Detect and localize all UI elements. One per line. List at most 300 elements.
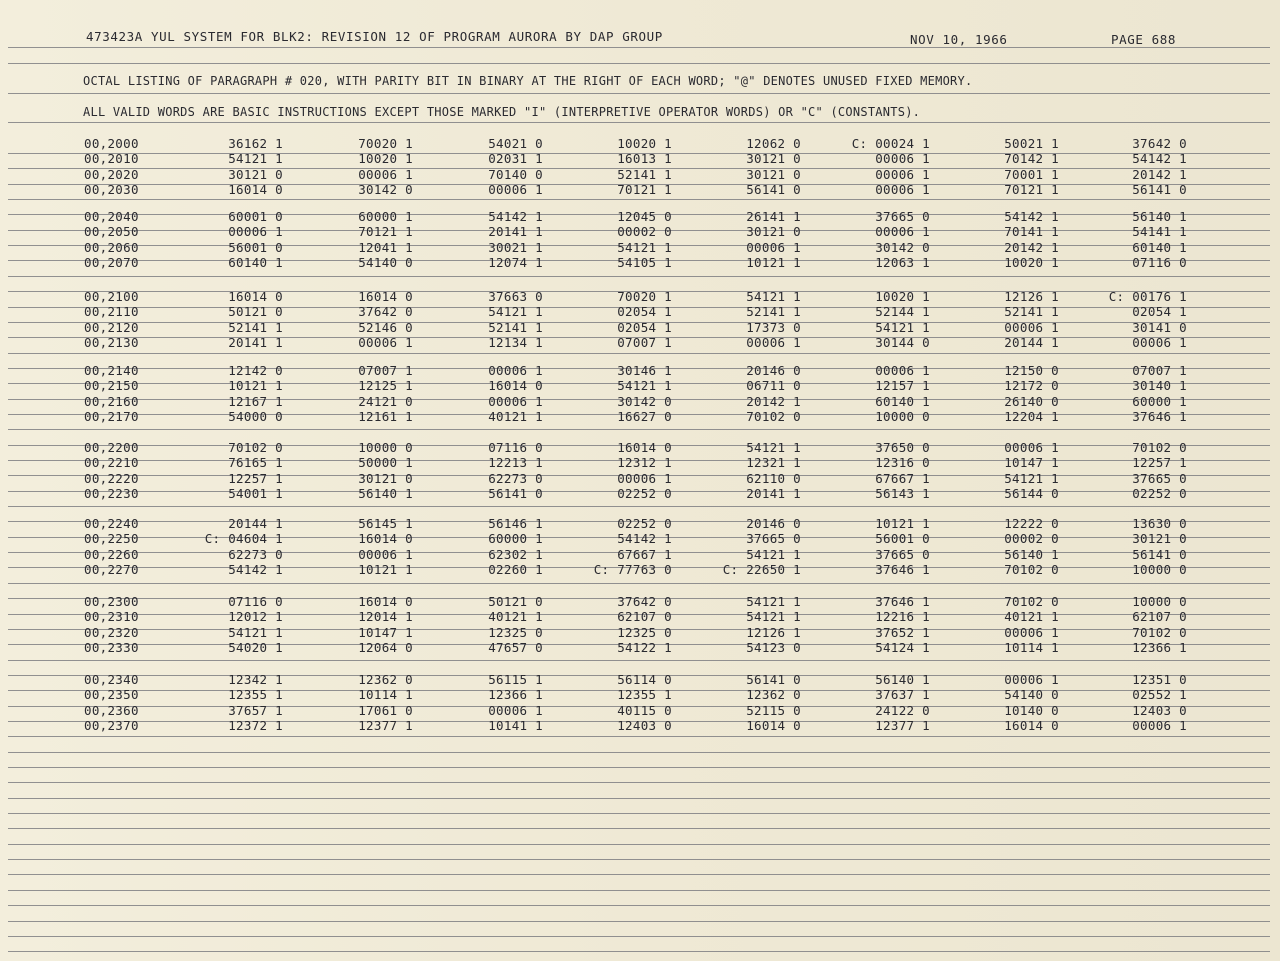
octal-word: 12126 1 bbox=[746, 625, 801, 640]
octal-word: 02252 0 bbox=[617, 516, 672, 531]
octal-word: 70020 1 bbox=[617, 289, 672, 304]
octal-word: 37665 0 bbox=[875, 547, 930, 562]
octal-word: 40121 1 bbox=[488, 409, 543, 424]
ruled-line bbox=[8, 767, 1270, 768]
row-address: 00,2340 bbox=[84, 672, 139, 687]
row-address: 00,2160 bbox=[84, 394, 139, 409]
octal-word: 12342 1 bbox=[228, 672, 283, 687]
octal-word: 07116 0 bbox=[488, 440, 543, 455]
octal-word: 12142 0 bbox=[228, 363, 283, 378]
header-page-number: PAGE 688 bbox=[1111, 32, 1177, 47]
octal-word: 07007 1 bbox=[617, 335, 672, 350]
row-address: 00,2240 bbox=[84, 516, 139, 531]
octal-word: 62302 1 bbox=[488, 547, 543, 562]
octal-word: 17373 0 bbox=[746, 320, 801, 335]
octal-word: 10000 0 bbox=[1132, 562, 1187, 577]
octal-word: 02054 1 bbox=[617, 304, 672, 319]
octal-word: 70102 0 bbox=[1132, 625, 1187, 640]
octal-word: 54020 1 bbox=[228, 640, 283, 655]
octal-word: 54000 0 bbox=[228, 409, 283, 424]
octal-word: 00006 1 bbox=[1004, 672, 1059, 687]
row-address: 00,2150 bbox=[84, 378, 139, 393]
octal-word: 40115 0 bbox=[617, 703, 672, 718]
octal-word: 37665 0 bbox=[746, 531, 801, 546]
octal-word: 02260 1 bbox=[488, 562, 543, 577]
octal-word: 30121 0 bbox=[746, 167, 801, 182]
octal-word: 37642 0 bbox=[1132, 136, 1187, 151]
octal-word: 17061 0 bbox=[358, 703, 413, 718]
ruled-line bbox=[8, 752, 1270, 753]
octal-word: 16014 0 bbox=[228, 289, 283, 304]
octal-word: 37637 1 bbox=[875, 687, 930, 702]
ruled-line bbox=[8, 921, 1270, 922]
octal-word: 00006 1 bbox=[875, 224, 930, 239]
ruled-line bbox=[8, 47, 1270, 48]
octal-word: 20142 1 bbox=[746, 394, 801, 409]
octal-word: 30142 0 bbox=[875, 240, 930, 255]
row-address: 00,2220 bbox=[84, 471, 139, 486]
octal-word: 00006 1 bbox=[1004, 625, 1059, 640]
octal-word: 12325 0 bbox=[617, 625, 672, 640]
octal-word: 56141 0 bbox=[746, 672, 801, 687]
octal-word: 12372 1 bbox=[228, 718, 283, 733]
octal-word: 12403 0 bbox=[1132, 703, 1187, 718]
octal-word: 20146 0 bbox=[746, 363, 801, 378]
row-address: 00,2020 bbox=[84, 167, 139, 182]
octal-word: 54121 1 bbox=[746, 594, 801, 609]
octal-word: C: 22650 1 bbox=[722, 562, 801, 577]
octal-word: 62107 0 bbox=[617, 609, 672, 624]
row-address: 00,2300 bbox=[84, 594, 139, 609]
octal-word: 16014 0 bbox=[358, 594, 413, 609]
octal-word: 36162 1 bbox=[228, 136, 283, 151]
octal-word: 12213 1 bbox=[488, 455, 543, 470]
octal-word: 54121 1 bbox=[228, 151, 283, 166]
octal-word: 70020 1 bbox=[358, 136, 413, 151]
octal-word: 56115 1 bbox=[488, 672, 543, 687]
note-octal-listing: OCTAL LISTING OF PARAGRAPH # 020, WITH PARITY BIT IN BINARY AT THE RIGHT OF EACH WORD; "@" DENOTES UNUSED FIXED MEMORY. bbox=[83, 74, 973, 88]
row-address: 00,2360 bbox=[84, 703, 139, 718]
octal-word: 70141 1 bbox=[1004, 224, 1059, 239]
octal-word: 12222 0 bbox=[1004, 516, 1059, 531]
octal-word: 54001 1 bbox=[228, 486, 283, 501]
header-job-title: 473423A YUL SYSTEM FOR BLK2: REVISION 12 OF PROGRAM AURORA BY DAP GROUP bbox=[86, 29, 663, 44]
octal-word: 56143 1 bbox=[875, 486, 930, 501]
ruled-line bbox=[8, 736, 1270, 737]
octal-word: C: 04604 1 bbox=[204, 531, 283, 546]
octal-word: 56141 0 bbox=[1132, 182, 1187, 197]
octal-word: 10000 0 bbox=[875, 409, 930, 424]
octal-word: 52141 1 bbox=[617, 167, 672, 182]
octal-word: 00006 1 bbox=[1132, 718, 1187, 733]
octal-word: 54123 0 bbox=[746, 640, 801, 655]
octal-word: 37665 0 bbox=[1132, 471, 1187, 486]
octal-word: 54121 1 bbox=[746, 289, 801, 304]
ruled-line bbox=[8, 874, 1270, 875]
octal-word: 00002 0 bbox=[617, 224, 672, 239]
octal-word: 13630 0 bbox=[1132, 516, 1187, 531]
octal-word: 37657 1 bbox=[228, 703, 283, 718]
octal-word: 50121 0 bbox=[228, 304, 283, 319]
octal-word: 37652 1 bbox=[875, 625, 930, 640]
octal-word: 60140 1 bbox=[1132, 240, 1187, 255]
row-address: 00,2350 bbox=[84, 687, 139, 702]
octal-word: 24122 0 bbox=[875, 703, 930, 718]
ruled-line bbox=[8, 936, 1270, 937]
octal-word: 30141 0 bbox=[1132, 320, 1187, 335]
ruled-line bbox=[8, 844, 1270, 845]
octal-word: 06711 0 bbox=[746, 378, 801, 393]
row-address: 00,2050 bbox=[84, 224, 139, 239]
octal-word: 37663 0 bbox=[488, 289, 543, 304]
octal-word: 30140 1 bbox=[1132, 378, 1187, 393]
octal-word: 10121 1 bbox=[228, 378, 283, 393]
octal-word: 52144 1 bbox=[875, 304, 930, 319]
octal-word: 37646 1 bbox=[875, 562, 930, 577]
octal-word: 16014 0 bbox=[358, 289, 413, 304]
octal-word: 50121 0 bbox=[488, 594, 543, 609]
octal-word: 00006 1 bbox=[358, 335, 413, 350]
octal-word: 62110 0 bbox=[746, 471, 801, 486]
octal-word: 37646 1 bbox=[1132, 409, 1187, 424]
octal-word: 54142 1 bbox=[1132, 151, 1187, 166]
note-valid-words: ALL VALID WORDS ARE BASIC INSTRUCTIONS EXCEPT THOSE MARKED "I" (INTERPRETIVE OPERATOR WORDS) OR "C" (CONSTANTS). bbox=[83, 105, 921, 119]
octal-word: 56140 1 bbox=[358, 486, 413, 501]
ruled-line bbox=[8, 813, 1270, 814]
header-date: NOV 10, 1966 bbox=[910, 32, 1008, 47]
ruled-line bbox=[8, 429, 1270, 430]
ruled-line bbox=[8, 782, 1270, 783]
octal-word: 30142 0 bbox=[617, 394, 672, 409]
octal-word: 37642 0 bbox=[617, 594, 672, 609]
octal-word: 12362 0 bbox=[358, 672, 413, 687]
ruled-line bbox=[8, 199, 1270, 200]
octal-word: 24121 0 bbox=[358, 394, 413, 409]
octal-word: 00006 1 bbox=[1004, 320, 1059, 335]
octal-word: 37650 0 bbox=[875, 440, 930, 455]
octal-word: 60140 1 bbox=[875, 394, 930, 409]
octal-word: 02054 1 bbox=[1132, 304, 1187, 319]
octal-word: 60000 1 bbox=[1132, 394, 1187, 409]
octal-word: 30121 0 bbox=[228, 167, 283, 182]
row-address: 00,2010 bbox=[84, 151, 139, 166]
octal-word: 52115 0 bbox=[746, 703, 801, 718]
octal-word: 07007 1 bbox=[358, 363, 413, 378]
octal-word: 54142 1 bbox=[617, 531, 672, 546]
octal-word: 20146 0 bbox=[746, 516, 801, 531]
octal-word: C: 77763 0 bbox=[593, 562, 672, 577]
octal-word: 12403 0 bbox=[617, 718, 672, 733]
octal-word: 56114 0 bbox=[617, 672, 672, 687]
octal-word: 12362 0 bbox=[746, 687, 801, 702]
octal-word: 00006 1 bbox=[746, 335, 801, 350]
octal-word: 16013 1 bbox=[617, 151, 672, 166]
ruled-line bbox=[8, 63, 1270, 64]
octal-word: 10020 1 bbox=[617, 136, 672, 151]
octal-word: 12355 1 bbox=[617, 687, 672, 702]
octal-word: 12204 1 bbox=[1004, 409, 1059, 424]
octal-word: 56140 1 bbox=[1132, 209, 1187, 224]
octal-word: 54141 1 bbox=[1132, 224, 1187, 239]
octal-word: 54121 1 bbox=[1004, 471, 1059, 486]
octal-word: 26141 1 bbox=[746, 209, 801, 224]
octal-word: 37665 0 bbox=[875, 209, 930, 224]
octal-word: 54121 1 bbox=[875, 320, 930, 335]
octal-word: 26140 0 bbox=[1004, 394, 1059, 409]
octal-word: 12312 1 bbox=[617, 455, 672, 470]
octal-word: 62107 0 bbox=[1132, 609, 1187, 624]
octal-word: 10020 1 bbox=[875, 289, 930, 304]
octal-word: 12012 1 bbox=[228, 609, 283, 624]
octal-word: 56145 1 bbox=[358, 516, 413, 531]
octal-word: 10140 0 bbox=[1004, 703, 1059, 718]
octal-word: 12064 0 bbox=[358, 640, 413, 655]
octal-word: 67667 1 bbox=[617, 547, 672, 562]
octal-word: 56141 0 bbox=[1132, 547, 1187, 562]
octal-word: 16014 0 bbox=[746, 718, 801, 733]
octal-word: 56140 1 bbox=[875, 672, 930, 687]
octal-word: 10000 0 bbox=[358, 440, 413, 455]
octal-word: 00006 1 bbox=[1004, 440, 1059, 455]
octal-word: 70102 0 bbox=[1004, 594, 1059, 609]
row-address: 00,2230 bbox=[84, 486, 139, 501]
octal-word: 37646 1 bbox=[875, 594, 930, 609]
ruled-line bbox=[8, 93, 1270, 94]
octal-word: 12325 0 bbox=[488, 625, 543, 640]
octal-word: 67667 1 bbox=[875, 471, 930, 486]
row-address: 00,2270 bbox=[84, 562, 139, 577]
octal-word: 07007 1 bbox=[1132, 363, 1187, 378]
row-address: 00,2170 bbox=[84, 409, 139, 424]
octal-word: 10147 1 bbox=[358, 625, 413, 640]
row-address: 00,2250 bbox=[84, 531, 139, 546]
octal-word: 54142 1 bbox=[228, 562, 283, 577]
octal-word: 30121 0 bbox=[746, 224, 801, 239]
ruled-line bbox=[8, 353, 1270, 354]
octal-word: 16627 0 bbox=[617, 409, 672, 424]
ruled-line bbox=[8, 905, 1270, 906]
octal-word: 20141 1 bbox=[228, 335, 283, 350]
octal-word: 16014 0 bbox=[488, 378, 543, 393]
row-address: 00,2370 bbox=[84, 718, 139, 733]
octal-word: 70102 0 bbox=[746, 409, 801, 424]
octal-word: 20144 1 bbox=[1004, 335, 1059, 350]
octal-word: 70001 1 bbox=[1004, 167, 1059, 182]
octal-word: 12063 1 bbox=[875, 255, 930, 270]
octal-word: 16014 0 bbox=[1004, 718, 1059, 733]
octal-word: 12366 1 bbox=[1132, 640, 1187, 655]
octal-word: 12161 1 bbox=[358, 409, 413, 424]
octal-word: 70140 0 bbox=[488, 167, 543, 182]
octal-word: 10114 1 bbox=[1004, 640, 1059, 655]
octal-word: 10121 1 bbox=[358, 562, 413, 577]
octal-word: 56146 1 bbox=[488, 516, 543, 531]
octal-word: 70121 1 bbox=[358, 224, 413, 239]
octal-word: 56140 1 bbox=[1004, 547, 1059, 562]
octal-word: 00006 1 bbox=[875, 151, 930, 166]
ruled-line bbox=[8, 122, 1270, 123]
octal-word: 10114 1 bbox=[358, 687, 413, 702]
octal-word: 30144 0 bbox=[875, 335, 930, 350]
octal-word: 12321 1 bbox=[746, 455, 801, 470]
octal-word: 10000 0 bbox=[1132, 594, 1187, 609]
octal-word: 12355 1 bbox=[228, 687, 283, 702]
octal-word: 60140 1 bbox=[228, 255, 283, 270]
octal-word: 70102 0 bbox=[1132, 440, 1187, 455]
octal-word: 30121 0 bbox=[1132, 531, 1187, 546]
octal-word: 02054 1 bbox=[617, 320, 672, 335]
octal-word: 07116 0 bbox=[228, 594, 283, 609]
octal-word: 00006 1 bbox=[488, 394, 543, 409]
octal-word: 00002 0 bbox=[1004, 531, 1059, 546]
row-address: 00,2120 bbox=[84, 320, 139, 335]
octal-word: 54121 1 bbox=[228, 625, 283, 640]
row-address: 00,2310 bbox=[84, 609, 139, 624]
octal-word: 00006 1 bbox=[358, 547, 413, 562]
octal-word: 12150 0 bbox=[1004, 363, 1059, 378]
row-address: 00,2070 bbox=[84, 255, 139, 270]
octal-word: 30121 0 bbox=[746, 151, 801, 166]
octal-word: 52141 1 bbox=[1004, 304, 1059, 319]
octal-word: 47657 0 bbox=[488, 640, 543, 655]
row-address: 00,2000 bbox=[84, 136, 139, 151]
octal-word: 10020 1 bbox=[1004, 255, 1059, 270]
octal-word: 70102 0 bbox=[228, 440, 283, 455]
octal-word: 16014 0 bbox=[358, 531, 413, 546]
octal-word: 54105 1 bbox=[617, 255, 672, 270]
octal-word: 54021 0 bbox=[488, 136, 543, 151]
octal-word: 02552 1 bbox=[1132, 687, 1187, 702]
ruled-line bbox=[8, 859, 1270, 860]
octal-word: 54121 1 bbox=[617, 378, 672, 393]
octal-word: C: 00176 1 bbox=[1108, 289, 1187, 304]
row-address: 00,2200 bbox=[84, 440, 139, 455]
octal-word: 70102 0 bbox=[1004, 562, 1059, 577]
row-address: 00,2100 bbox=[84, 289, 139, 304]
octal-word: 00006 1 bbox=[746, 240, 801, 255]
octal-word: 10121 1 bbox=[875, 516, 930, 531]
row-address: 00,2330 bbox=[84, 640, 139, 655]
ruled-line bbox=[8, 828, 1270, 829]
octal-word: 12377 1 bbox=[358, 718, 413, 733]
octal-word: 12377 1 bbox=[875, 718, 930, 733]
octal-word: 54140 0 bbox=[358, 255, 413, 270]
octal-word: 00006 1 bbox=[875, 182, 930, 197]
octal-word: 54140 0 bbox=[1004, 687, 1059, 702]
octal-word: 30146 1 bbox=[617, 363, 672, 378]
octal-word: 60000 1 bbox=[358, 209, 413, 224]
octal-word: 00006 1 bbox=[488, 703, 543, 718]
row-address: 00,2320 bbox=[84, 625, 139, 640]
octal-word: 54121 1 bbox=[746, 609, 801, 624]
octal-word: 70121 1 bbox=[617, 182, 672, 197]
octal-word: 20142 1 bbox=[1004, 240, 1059, 255]
octal-word: 00006 1 bbox=[1132, 335, 1187, 350]
octal-word: 16014 0 bbox=[617, 440, 672, 455]
octal-word: 54121 1 bbox=[746, 440, 801, 455]
octal-word: 02252 0 bbox=[1132, 486, 1187, 501]
octal-word: 70142 1 bbox=[1004, 151, 1059, 166]
octal-word: 76165 1 bbox=[228, 455, 283, 470]
octal-word: 00006 1 bbox=[228, 224, 283, 239]
row-address: 00,2030 bbox=[84, 182, 139, 197]
octal-word: 54124 1 bbox=[875, 640, 930, 655]
row-address: 00,2260 bbox=[84, 547, 139, 562]
octal-word: 56141 0 bbox=[746, 182, 801, 197]
octal-word: 54142 1 bbox=[1004, 209, 1059, 224]
ruled-line bbox=[8, 798, 1270, 799]
octal-word: 10020 1 bbox=[358, 151, 413, 166]
ruled-line bbox=[8, 276, 1270, 277]
octal-word: 00006 1 bbox=[358, 167, 413, 182]
octal-word: 30142 0 bbox=[358, 182, 413, 197]
octal-word: 12172 0 bbox=[1004, 378, 1059, 393]
octal-word: 50000 1 bbox=[358, 455, 413, 470]
octal-word: 10147 1 bbox=[1004, 455, 1059, 470]
octal-word: 00006 1 bbox=[875, 167, 930, 182]
ruled-line bbox=[8, 506, 1270, 507]
octal-word: 37642 0 bbox=[358, 304, 413, 319]
octal-word: 12157 1 bbox=[875, 378, 930, 393]
octal-word: 30021 1 bbox=[488, 240, 543, 255]
octal-word: 02252 0 bbox=[617, 486, 672, 501]
octal-word: 40121 1 bbox=[1004, 609, 1059, 624]
ruled-line bbox=[8, 890, 1270, 891]
octal-word: 56001 0 bbox=[228, 240, 283, 255]
octal-word: 20141 1 bbox=[488, 224, 543, 239]
octal-word: 12014 1 bbox=[358, 609, 413, 624]
octal-word: 12125 1 bbox=[358, 378, 413, 393]
octal-word: 52141 1 bbox=[746, 304, 801, 319]
octal-word: 00006 1 bbox=[875, 363, 930, 378]
octal-word: C: 00024 1 bbox=[851, 136, 930, 151]
octal-word: 70121 1 bbox=[1004, 182, 1059, 197]
octal-word: 54121 1 bbox=[746, 547, 801, 562]
octal-word: 12316 0 bbox=[875, 455, 930, 470]
octal-word: 20144 1 bbox=[228, 516, 283, 531]
row-address: 00,2210 bbox=[84, 455, 139, 470]
ruled-line bbox=[8, 660, 1270, 661]
octal-word: 50021 1 bbox=[1004, 136, 1059, 151]
octal-word: 40121 1 bbox=[488, 609, 543, 624]
octal-word: 00006 1 bbox=[488, 363, 543, 378]
octal-word: 60000 1 bbox=[488, 531, 543, 546]
octal-word: 20142 1 bbox=[1132, 167, 1187, 182]
octal-word: 12257 1 bbox=[228, 471, 283, 486]
octal-word: 62273 0 bbox=[228, 547, 283, 562]
octal-word: 12126 1 bbox=[1004, 289, 1059, 304]
octal-word: 12351 0 bbox=[1132, 672, 1187, 687]
octal-word: 12167 1 bbox=[228, 394, 283, 409]
ruled-line bbox=[8, 583, 1270, 584]
octal-word: 10141 1 bbox=[488, 718, 543, 733]
octal-word: 12041 1 bbox=[358, 240, 413, 255]
octal-word: 52141 1 bbox=[488, 320, 543, 335]
octal-word: 60001 0 bbox=[228, 209, 283, 224]
octal-word: 12257 1 bbox=[1132, 455, 1187, 470]
octal-word: 54121 1 bbox=[617, 240, 672, 255]
octal-word: 52146 0 bbox=[358, 320, 413, 335]
octal-word: 12134 1 bbox=[488, 335, 543, 350]
octal-word: 00006 1 bbox=[488, 182, 543, 197]
octal-word: 54142 1 bbox=[488, 209, 543, 224]
octal-word: 54121 1 bbox=[488, 304, 543, 319]
octal-word: 56001 0 bbox=[875, 531, 930, 546]
octal-word: 16014 0 bbox=[228, 182, 283, 197]
octal-word: 12216 1 bbox=[875, 609, 930, 624]
ruled-line bbox=[8, 951, 1270, 952]
row-address: 00,2140 bbox=[84, 363, 139, 378]
